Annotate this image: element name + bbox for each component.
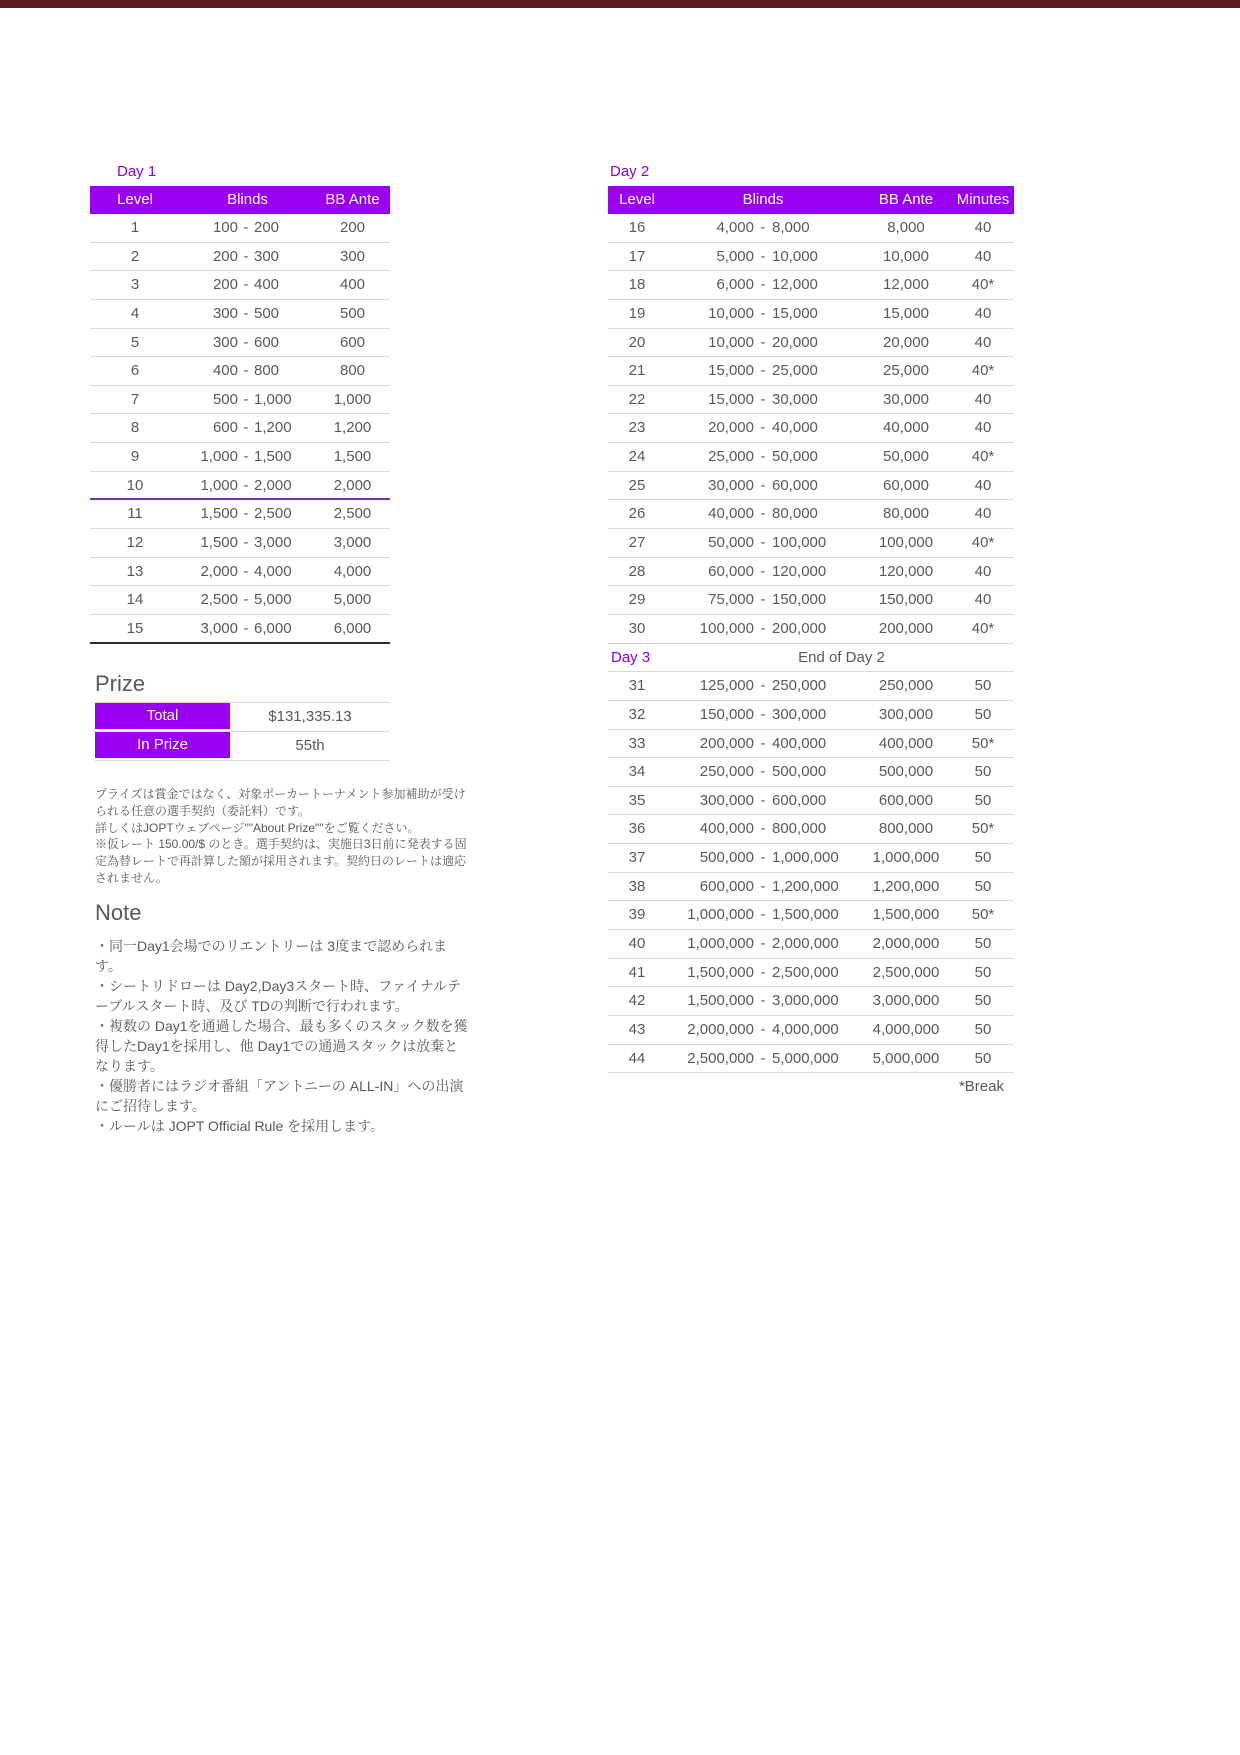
level-cell: 4 [130, 304, 140, 322]
day1-label: Day 1 [117, 163, 157, 180]
prize-total-value: $131,335.13 [268, 708, 352, 725]
table-row [90, 243, 390, 272]
bb-ante-cell: 30,000 [883, 390, 929, 408]
note-item: ・シートリドローは Day2,Day3スタート時、ファイナルテーブルスタート時、及び TDの判断で行われます。 [95, 978, 462, 1014]
minutes-cell: 50* [971, 734, 995, 752]
table-row [608, 615, 1014, 644]
table-row [90, 615, 390, 644]
blinds-cell: 1,000 - 2,000 [200, 476, 292, 494]
table-row [90, 300, 390, 329]
level-cell: 21 [628, 362, 646, 380]
minutes-cell: 50 [974, 677, 992, 695]
level-cell: 20 [628, 333, 646, 351]
level-cell: 18 [628, 276, 646, 294]
blinds-cell: 1,500 - 3,000 [200, 534, 292, 552]
bb-ante-cell: 800,000 [878, 820, 934, 838]
minutes-cell: 40 [974, 247, 992, 265]
table-row [608, 329, 1014, 358]
bb-ante-cell: 150,000 [878, 591, 934, 609]
level-cell: 3 [130, 276, 140, 294]
blinds-cell: 400 - 800 [212, 362, 280, 380]
bb-ante-cell: 500,000 [878, 763, 934, 781]
minutes-cell: 50 [974, 705, 992, 723]
table-row [608, 586, 1014, 615]
minutes-cell: 50 [974, 763, 992, 781]
minutes-cell: 40 [974, 591, 992, 609]
bb-ante-cell: 4,000,000 [872, 1020, 940, 1038]
level-cell: 35 [628, 791, 646, 809]
minutes-cell: 50 [974, 1020, 992, 1038]
bb-ante-cell: 20,000 [883, 333, 929, 351]
level-cell: 24 [628, 448, 646, 466]
blinds-cell: 4,000 - 8,000 [716, 219, 810, 236]
day1-table-body [90, 214, 390, 644]
note-item: ・ルールは JOPT Official Rule を採用します。 [95, 1118, 385, 1134]
table-row [90, 472, 390, 501]
bb-ante-cell: 3,000 [333, 534, 372, 552]
bb-ante-cell: 800 [339, 362, 366, 380]
level-cell: 5 [130, 333, 140, 351]
blinds-cell: 400,000 - 800,000 [699, 820, 827, 838]
blinds-cell: 10,000 - 20,000 [708, 333, 818, 351]
blinds-cell: 2,500,000 - 5,000,000 [687, 1049, 839, 1067]
blinds-cell: 5,000 - 10,000 [716, 247, 818, 265]
header-blinds: Blinds [227, 191, 268, 208]
bb-ante-cell: 2,000 [333, 476, 372, 494]
prize-inprize-label: In Prize [95, 732, 230, 760]
day2-table [608, 186, 1014, 1101]
level-cell: 37 [628, 849, 646, 867]
bb-ante-cell: 1,500 [333, 448, 372, 466]
level-cell: 32 [628, 705, 646, 723]
bb-ante-cell: 5,000,000 [872, 1049, 940, 1067]
day2-table-body-day2 [608, 214, 1014, 644]
bb-ante-cell: 2,500 [333, 505, 372, 523]
table-row [608, 529, 1014, 558]
blinds-cell: 300 - 600 [212, 333, 280, 351]
bb-ante-cell: 25,000 [883, 362, 929, 380]
table-row [90, 500, 390, 529]
blinds-cell: 1,500 - 2,500 [200, 505, 292, 523]
table-row [608, 300, 1014, 329]
header-level: Level [619, 191, 655, 208]
bb-ante-cell: 50,000 [883, 448, 929, 466]
bb-ante-cell: 300,000 [878, 705, 934, 723]
top-bar [0, 0, 1240, 8]
prize-table [95, 702, 390, 761]
level-cell: 29 [628, 591, 646, 609]
table-row [608, 386, 1014, 415]
note-list [95, 936, 469, 1136]
bb-ante-cell: 8,000 [887, 219, 925, 236]
prize-note-line: プライズは賞金ではなく、対象ポーカートーナメント参加補助が受けられる任意の選手契約（委託料）です。 [95, 787, 466, 818]
blinds-cell: 200 - 400 [212, 276, 280, 294]
header-bb-ante: BB Ante [325, 191, 380, 208]
minutes-cell: 40* [971, 276, 995, 294]
level-cell: 26 [628, 505, 646, 523]
blinds-cell: 1,000,000 - 1,500,000 [687, 906, 839, 924]
level-cell: 9 [130, 448, 140, 466]
minutes-cell: 50* [971, 820, 995, 838]
table-row [608, 701, 1014, 730]
note-item: ・複数の Day1を通過した場合、最も多くのスタック数を獲得したDay1を採用し、他 Day1での通過スタックは放棄となります。 [95, 1018, 468, 1074]
bb-ante-cell: 2,500,000 [872, 963, 940, 981]
note-item: ・同一Day1会場でのリエントリーは 3度まで認められます。 [95, 938, 448, 974]
bb-ante-cell: 5,000 [333, 591, 372, 609]
day1-table-header [90, 186, 390, 214]
bb-ante-cell: 120,000 [878, 562, 934, 580]
table-row [90, 329, 390, 358]
level-cell: 38 [628, 877, 646, 895]
level-cell: 42 [628, 992, 646, 1010]
bb-ante-cell: 200,000 [878, 619, 934, 637]
table-row [90, 271, 390, 300]
minutes-cell: 40 [974, 505, 992, 523]
day1-table [90, 186, 390, 644]
minutes-cell: 40* [971, 534, 995, 552]
prize-note-line: 詳しくはJOPTウェブページ""About Prize""をご覧ください。 [95, 820, 420, 835]
table-row [608, 443, 1014, 472]
bb-ante-cell: 200 [339, 219, 366, 236]
minutes-cell: 50 [974, 877, 992, 895]
minutes-cell: 50 [974, 849, 992, 867]
table-row [608, 930, 1014, 959]
level-cell: 10 [126, 476, 144, 494]
bb-ante-cell: 100,000 [878, 534, 934, 552]
level-cell: 39 [628, 906, 646, 924]
level-cell: 34 [628, 763, 646, 781]
level-cell: 1 [130, 219, 140, 236]
blinds-cell: 150,000 - 300,000 [699, 705, 827, 723]
prize-heading: Prize [95, 671, 146, 696]
table-row [608, 815, 1014, 844]
blinds-cell: 1,500,000 - 2,500,000 [687, 963, 839, 981]
header-bb-ante: BB Ante [878, 191, 934, 208]
table-row [90, 214, 390, 243]
blinds-cell: 300 - 500 [212, 304, 280, 322]
blinds-cell: 250,000 - 500,000 [699, 763, 827, 781]
bb-ante-cell: 10,000 [883, 247, 929, 265]
bb-ante-cell: 12,000 [883, 276, 929, 294]
blinds-cell: 1,500,000 - 3,000,000 [687, 992, 839, 1010]
prize-note-line: ※仮レート 150.00/$ のとき。選手契約は、実施日3日前に発表する固定為替レートで再計算した額が採用されます。契約日のレートは適応されません。 [95, 837, 467, 885]
minutes-cell: 50 [974, 963, 992, 981]
prize-notes [95, 786, 475, 887]
minutes-cell: 40 [974, 562, 992, 580]
level-cell: 14 [126, 591, 144, 609]
minutes-cell: 50 [974, 1049, 992, 1067]
blinds-cell: 125,000 - 250,000 [699, 677, 827, 695]
level-cell: 17 [628, 247, 646, 265]
level-cell: 2 [130, 247, 140, 265]
bb-ante-cell: 4,000 [333, 562, 372, 580]
level-cell: 13 [126, 562, 144, 580]
table-row [608, 873, 1014, 902]
level-cell: 7 [130, 390, 140, 408]
level-cell: 11 [127, 505, 143, 523]
blinds-cell: 15,000 - 25,000 [708, 362, 818, 380]
prize-inprize-value: 55th [295, 737, 325, 754]
blinds-cell: 3,000 - 6,000 [200, 619, 292, 637]
table-row [608, 901, 1014, 930]
level-cell: 30 [628, 619, 646, 637]
minutes-cell: 40 [974, 333, 992, 351]
level-cell: 36 [628, 820, 646, 838]
blinds-cell: 2,000,000 - 4,000,000 [687, 1020, 839, 1038]
blinds-cell: 100 - 200 [212, 219, 280, 236]
blinds-cell: 10,000 - 15,000 [708, 304, 818, 322]
level-cell: 6 [130, 362, 140, 380]
bb-ante-cell: 60,000 [883, 476, 929, 494]
prize-total-label: Total [95, 703, 230, 731]
level-cell: 40 [628, 935, 646, 953]
blinds-cell: 1,000 - 1,500 [200, 448, 292, 466]
blinds-cell: 2,500 - 5,000 [200, 591, 292, 609]
break-note: *Break [958, 1078, 1004, 1096]
level-cell: 31 [628, 677, 646, 695]
level-cell: 12 [126, 534, 144, 552]
day2-label: Day 2 [610, 163, 650, 180]
table-row [90, 586, 390, 615]
level-cell: 15 [126, 619, 144, 637]
note-item: ・優勝者にはラジオ番組「アントニーの ALL-IN」への出演にご招待します。 [95, 1078, 464, 1114]
day2-table-body-day3 [608, 672, 1014, 1073]
blinds-cell: 200,000 - 400,000 [699, 734, 827, 752]
header-minutes: Minutes [956, 191, 1010, 208]
minutes-cell: 40 [974, 476, 992, 494]
table-row [90, 558, 390, 587]
bb-ante-cell: 1,000 [333, 390, 372, 408]
blinds-cell: 100,000 - 200,000 [699, 619, 827, 637]
table-row [608, 672, 1014, 701]
table-row [608, 243, 1014, 272]
blinds-cell: 1,000,000 - 2,000,000 [687, 935, 839, 953]
bb-ante-cell: 15,000 [883, 304, 929, 322]
level-cell: 33 [628, 734, 646, 752]
day3-label: Day 3 [611, 648, 651, 666]
table-row [608, 1016, 1014, 1045]
minutes-cell: 50 [974, 791, 992, 809]
table-row [90, 443, 390, 472]
bb-ante-cell: 600,000 [878, 791, 934, 809]
level-cell: 8 [130, 419, 140, 437]
table-row [608, 1045, 1014, 1074]
blinds-cell: 300,000 - 600,000 [699, 791, 827, 809]
table-row [608, 558, 1014, 587]
blinds-cell: 6,000 - 12,000 [716, 276, 818, 294]
minutes-cell: 50 [974, 935, 992, 953]
blinds-cell: 2,000 - 4,000 [200, 562, 292, 580]
minutes-cell: 40 [974, 304, 992, 322]
table-row [608, 730, 1014, 759]
bb-ante-cell: 300 [339, 247, 366, 265]
table-row [608, 787, 1014, 816]
table-row [608, 414, 1014, 443]
level-cell: 25 [628, 476, 646, 494]
minutes-cell: 50 [974, 992, 992, 1010]
table-row [90, 386, 390, 415]
bb-ante-cell: 80,000 [883, 505, 929, 523]
table-row [90, 529, 390, 558]
bb-ante-cell: 6,000 [333, 619, 372, 637]
table-row [90, 414, 390, 443]
bb-ante-cell: 2,000,000 [872, 935, 940, 953]
day2-table-header [608, 186, 1014, 214]
minutes-cell: 40 [974, 219, 992, 236]
bb-ante-cell: 500 [339, 304, 366, 322]
prize-row-inprize [95, 732, 390, 761]
level-cell: 19 [628, 304, 646, 322]
level-cell: 44 [628, 1049, 646, 1067]
minutes-cell: 50* [971, 906, 995, 924]
blinds-cell: 20,000 - 40,000 [708, 419, 818, 437]
table-row [608, 758, 1014, 787]
level-cell: 23 [628, 419, 646, 437]
bb-ante-cell: 1,000,000 [872, 849, 940, 867]
bb-ante-cell: 1,200 [333, 419, 372, 437]
blinds-cell: 40,000 - 80,000 [708, 505, 818, 523]
minutes-cell: 40* [971, 362, 995, 380]
table-row [608, 500, 1014, 529]
level-cell: 28 [628, 562, 646, 580]
table-row [608, 987, 1014, 1016]
level-cell: 16 [628, 219, 646, 236]
level-cell: 27 [628, 534, 646, 552]
blinds-cell: 600,000 - 1,200,000 [699, 877, 839, 895]
bb-ante-cell: 1,500,000 [872, 906, 940, 924]
bb-ante-cell: 600 [339, 333, 366, 351]
header-blinds: Blinds [742, 191, 784, 208]
blinds-cell: 500,000 - 1,000,000 [699, 849, 839, 867]
blinds-cell: 50,000 - 100,000 [708, 534, 827, 552]
blinds-cell: 200 - 300 [212, 247, 280, 265]
table-row [608, 959, 1014, 988]
blinds-cell: 15,000 - 30,000 [708, 390, 818, 408]
minutes-cell: 40* [971, 619, 995, 637]
minutes-cell: 40 [974, 390, 992, 408]
level-cell: 41 [628, 963, 646, 981]
level-cell: 22 [628, 390, 646, 408]
bb-ante-cell: 40,000 [883, 419, 929, 437]
table-row [608, 357, 1014, 386]
header-level: Level [117, 191, 153, 208]
note-heading: Note [95, 900, 142, 925]
blinds-cell: 25,000 - 50,000 [708, 448, 818, 466]
bb-ante-cell: 250,000 [878, 677, 934, 695]
table-row [608, 472, 1014, 501]
level-cell: 43 [628, 1020, 646, 1038]
blinds-cell: 600 - 1,200 [212, 419, 292, 437]
bb-ante-cell: 400 [339, 276, 366, 294]
blinds-cell: 30,000 - 60,000 [708, 476, 818, 494]
table-row [90, 357, 390, 386]
table-row [608, 214, 1014, 243]
prize-row-total [95, 703, 390, 732]
end-of-day2-label: End of Day 2 [798, 648, 885, 666]
bb-ante-cell: 400,000 [878, 734, 934, 752]
bb-ante-cell: 3,000,000 [872, 992, 940, 1010]
minutes-cell: 40* [971, 448, 995, 466]
day3-divider-row [608, 644, 1014, 673]
bb-ante-cell: 1,200,000 [872, 877, 940, 895]
table-row [608, 271, 1014, 300]
blinds-cell: 60,000 - 120,000 [708, 562, 827, 580]
table-row [608, 844, 1014, 873]
blinds-cell: 75,000 - 150,000 [708, 591, 827, 609]
blinds-cell: 500 - 1,000 [212, 390, 292, 408]
minutes-cell: 40 [974, 419, 992, 437]
